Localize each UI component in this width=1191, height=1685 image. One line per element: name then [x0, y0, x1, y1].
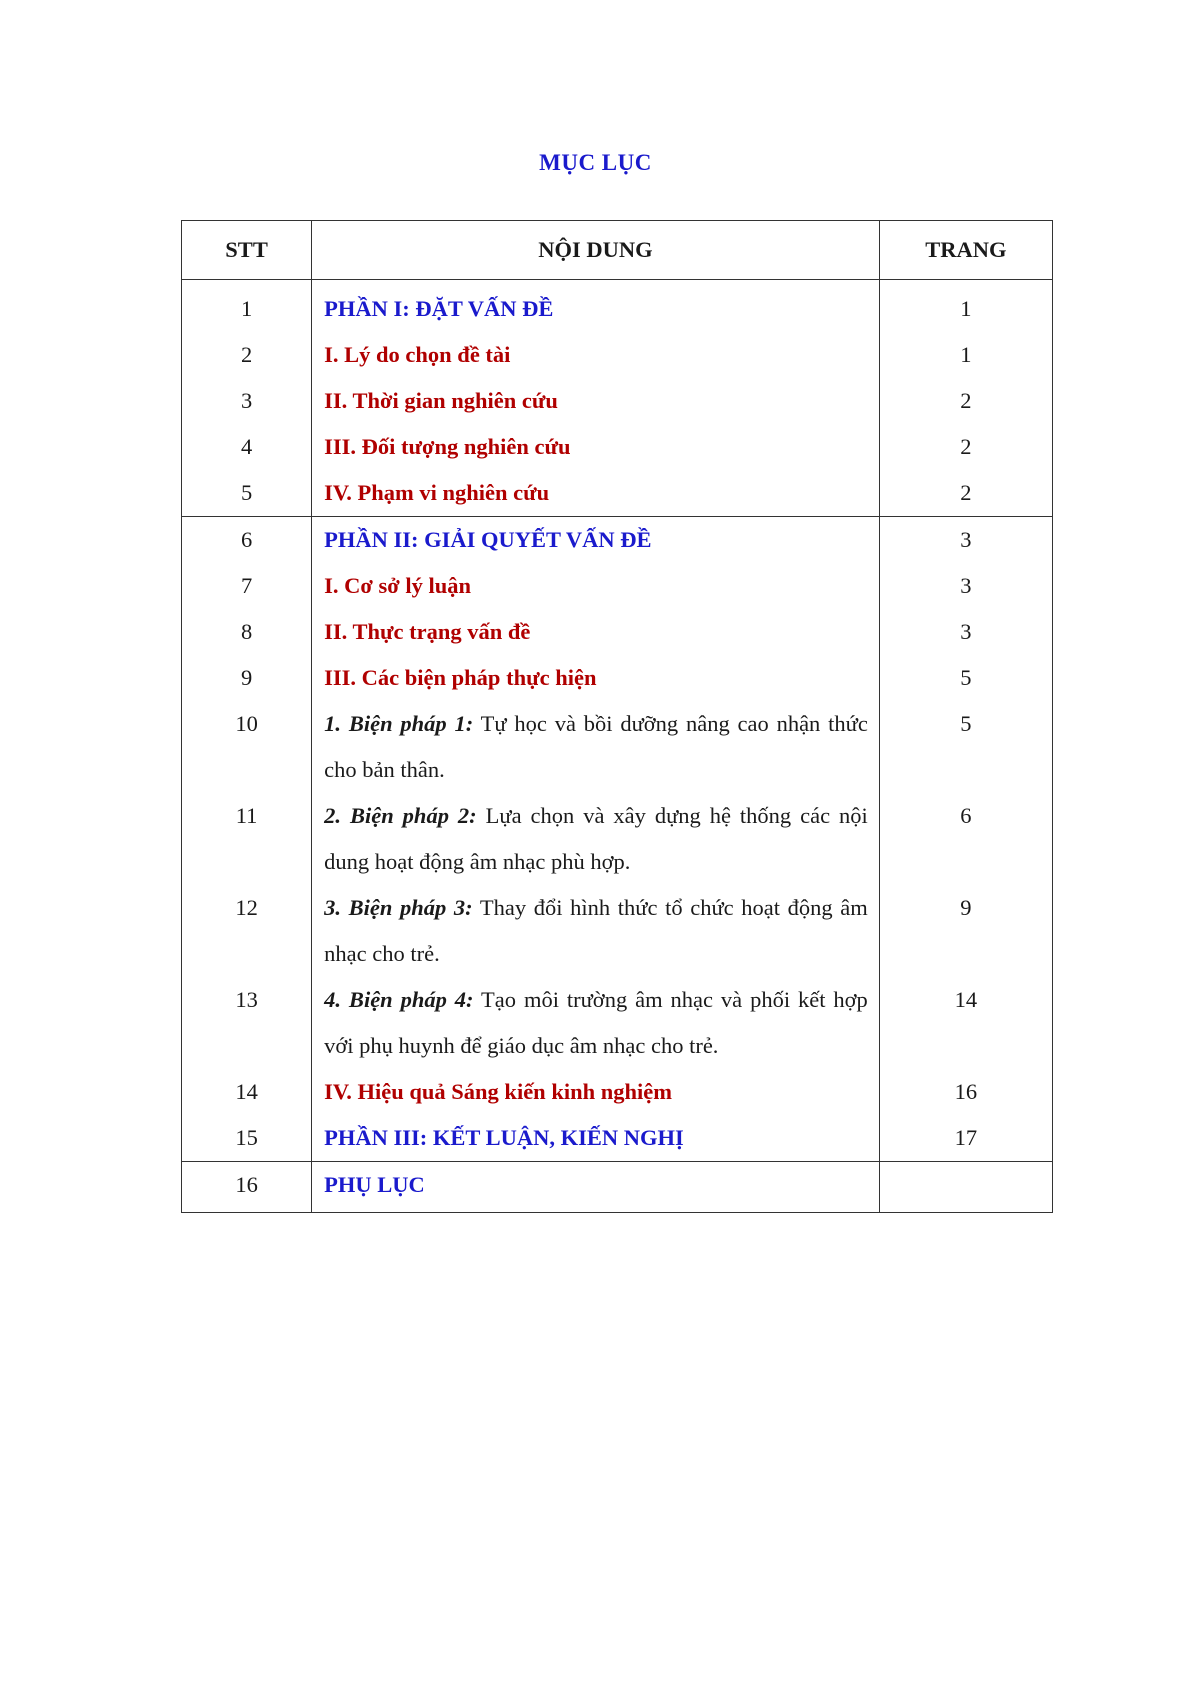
row-page: 2: [879, 378, 1052, 424]
header-content: NỘI DUNG: [312, 221, 880, 280]
row-page: [879, 1162, 1052, 1213]
toc-entry-appendix: PHỤ LỤC: [312, 1162, 880, 1213]
page-title: MỤC LỤC: [539, 150, 652, 175]
table-header-row: [182, 221, 1053, 280]
row-number: 2: [182, 332, 312, 378]
row-page: 3: [879, 609, 1052, 655]
toc-entry-part-2: PHẦN II: GIẢI QUYẾT VẤN ĐỀ: [312, 517, 880, 564]
row-page: 5: [879, 655, 1052, 701]
table-row: [182, 424, 1053, 470]
row-number: 3: [182, 378, 312, 424]
row-number: 10: [182, 701, 312, 793]
table-row: [182, 517, 1053, 564]
row-page: 2: [879, 470, 1052, 517]
table-row: [182, 655, 1053, 701]
table-row: [182, 470, 1053, 517]
row-number: 11: [182, 793, 312, 885]
row-page: 6: [879, 793, 1052, 885]
row-page: 5: [879, 701, 1052, 793]
toc-entry-section: I. Cơ sở lý luận: [312, 563, 880, 609]
measure-label: 2. Biện pháp 2:: [324, 803, 477, 828]
toc-entry-measure: [312, 793, 880, 885]
row-number: 16: [182, 1162, 312, 1213]
row-number: 1: [182, 280, 312, 333]
row-number: 14: [182, 1069, 312, 1115]
table-row: [182, 793, 1053, 885]
row-page: 16: [879, 1069, 1052, 1115]
row-number: 9: [182, 655, 312, 701]
table-row: [182, 885, 1053, 977]
measure-label: 3. Biện pháp 3:: [324, 895, 473, 920]
row-number: 13: [182, 977, 312, 1069]
toc-entry-measure: [312, 977, 880, 1069]
header-page: TRANG: [879, 221, 1052, 280]
table-row: [182, 1162, 1053, 1213]
table-row: [182, 332, 1053, 378]
toc-entry-section: I. Lý do chọn đề tài: [312, 332, 880, 378]
row-number: 12: [182, 885, 312, 977]
row-number: 8: [182, 609, 312, 655]
table-row: [182, 609, 1053, 655]
row-page: 3: [879, 517, 1052, 564]
measure-label: 1. Biện pháp 1:: [324, 711, 474, 736]
row-number: 6: [182, 517, 312, 564]
header-stt: STT: [182, 221, 312, 280]
row-page: 1: [879, 280, 1052, 333]
table-row: [182, 280, 1053, 333]
toc-entry-section: III. Các biện pháp thực hiện: [312, 655, 880, 701]
measure-text: Tự học và bồi dưỡng nâng cao nhận thức cho bản thân.: [324, 711, 868, 782]
table-row: [182, 378, 1053, 424]
table-row: [182, 1115, 1053, 1162]
measure-label: 4. Biện pháp 4:: [324, 987, 474, 1012]
measure-text: Lựa chọn và xây dựng hệ thống các nội dung hoạt động âm nhạc phù hợp.: [324, 803, 868, 874]
table-row: [182, 701, 1053, 793]
toc-entry-part-3: PHẦN III: KẾT LUẬN, KIẾN NGHỊ: [312, 1115, 880, 1162]
toc-entry-measure: [312, 701, 880, 793]
table-of-contents: [181, 220, 1053, 1213]
row-page: 2: [879, 424, 1052, 470]
toc-entry-section: II. Thời gian nghiên cứu: [312, 378, 880, 424]
row-number: 7: [182, 563, 312, 609]
row-page: 1: [879, 332, 1052, 378]
toc-entry-part-1: PHẦN I: ĐẶT VẤN ĐỀ: [312, 280, 880, 333]
measure-text: Tạo môi trường âm nhạc và phối kết hợp với phụ huynh để giáo dục âm nhạc cho trẻ.: [324, 987, 868, 1058]
table-row: [182, 1069, 1053, 1115]
toc-entry-section: IV. Hiệu quả Sáng kiến kinh nghiệm: [312, 1069, 880, 1115]
row-number: 15: [182, 1115, 312, 1162]
row-page: 3: [879, 563, 1052, 609]
toc-entry-section: IV. Phạm vi nghiên cứu: [312, 470, 880, 517]
toc-entry-section: III. Đối tượng nghiên cứu: [312, 424, 880, 470]
table-row: [182, 563, 1053, 609]
table-row: [182, 977, 1053, 1069]
row-page: 17: [879, 1115, 1052, 1162]
row-page: 9: [879, 885, 1052, 977]
toc-entry-section: II. Thực trạng vấn đề: [312, 609, 880, 655]
measure-text: Thay đổi hình thức tổ chức hoạt động âm nhạc cho trẻ.: [324, 895, 868, 966]
row-page: 14: [879, 977, 1052, 1069]
row-number: 4: [182, 424, 312, 470]
toc-entry-measure: [312, 885, 880, 977]
row-number: 5: [182, 470, 312, 517]
